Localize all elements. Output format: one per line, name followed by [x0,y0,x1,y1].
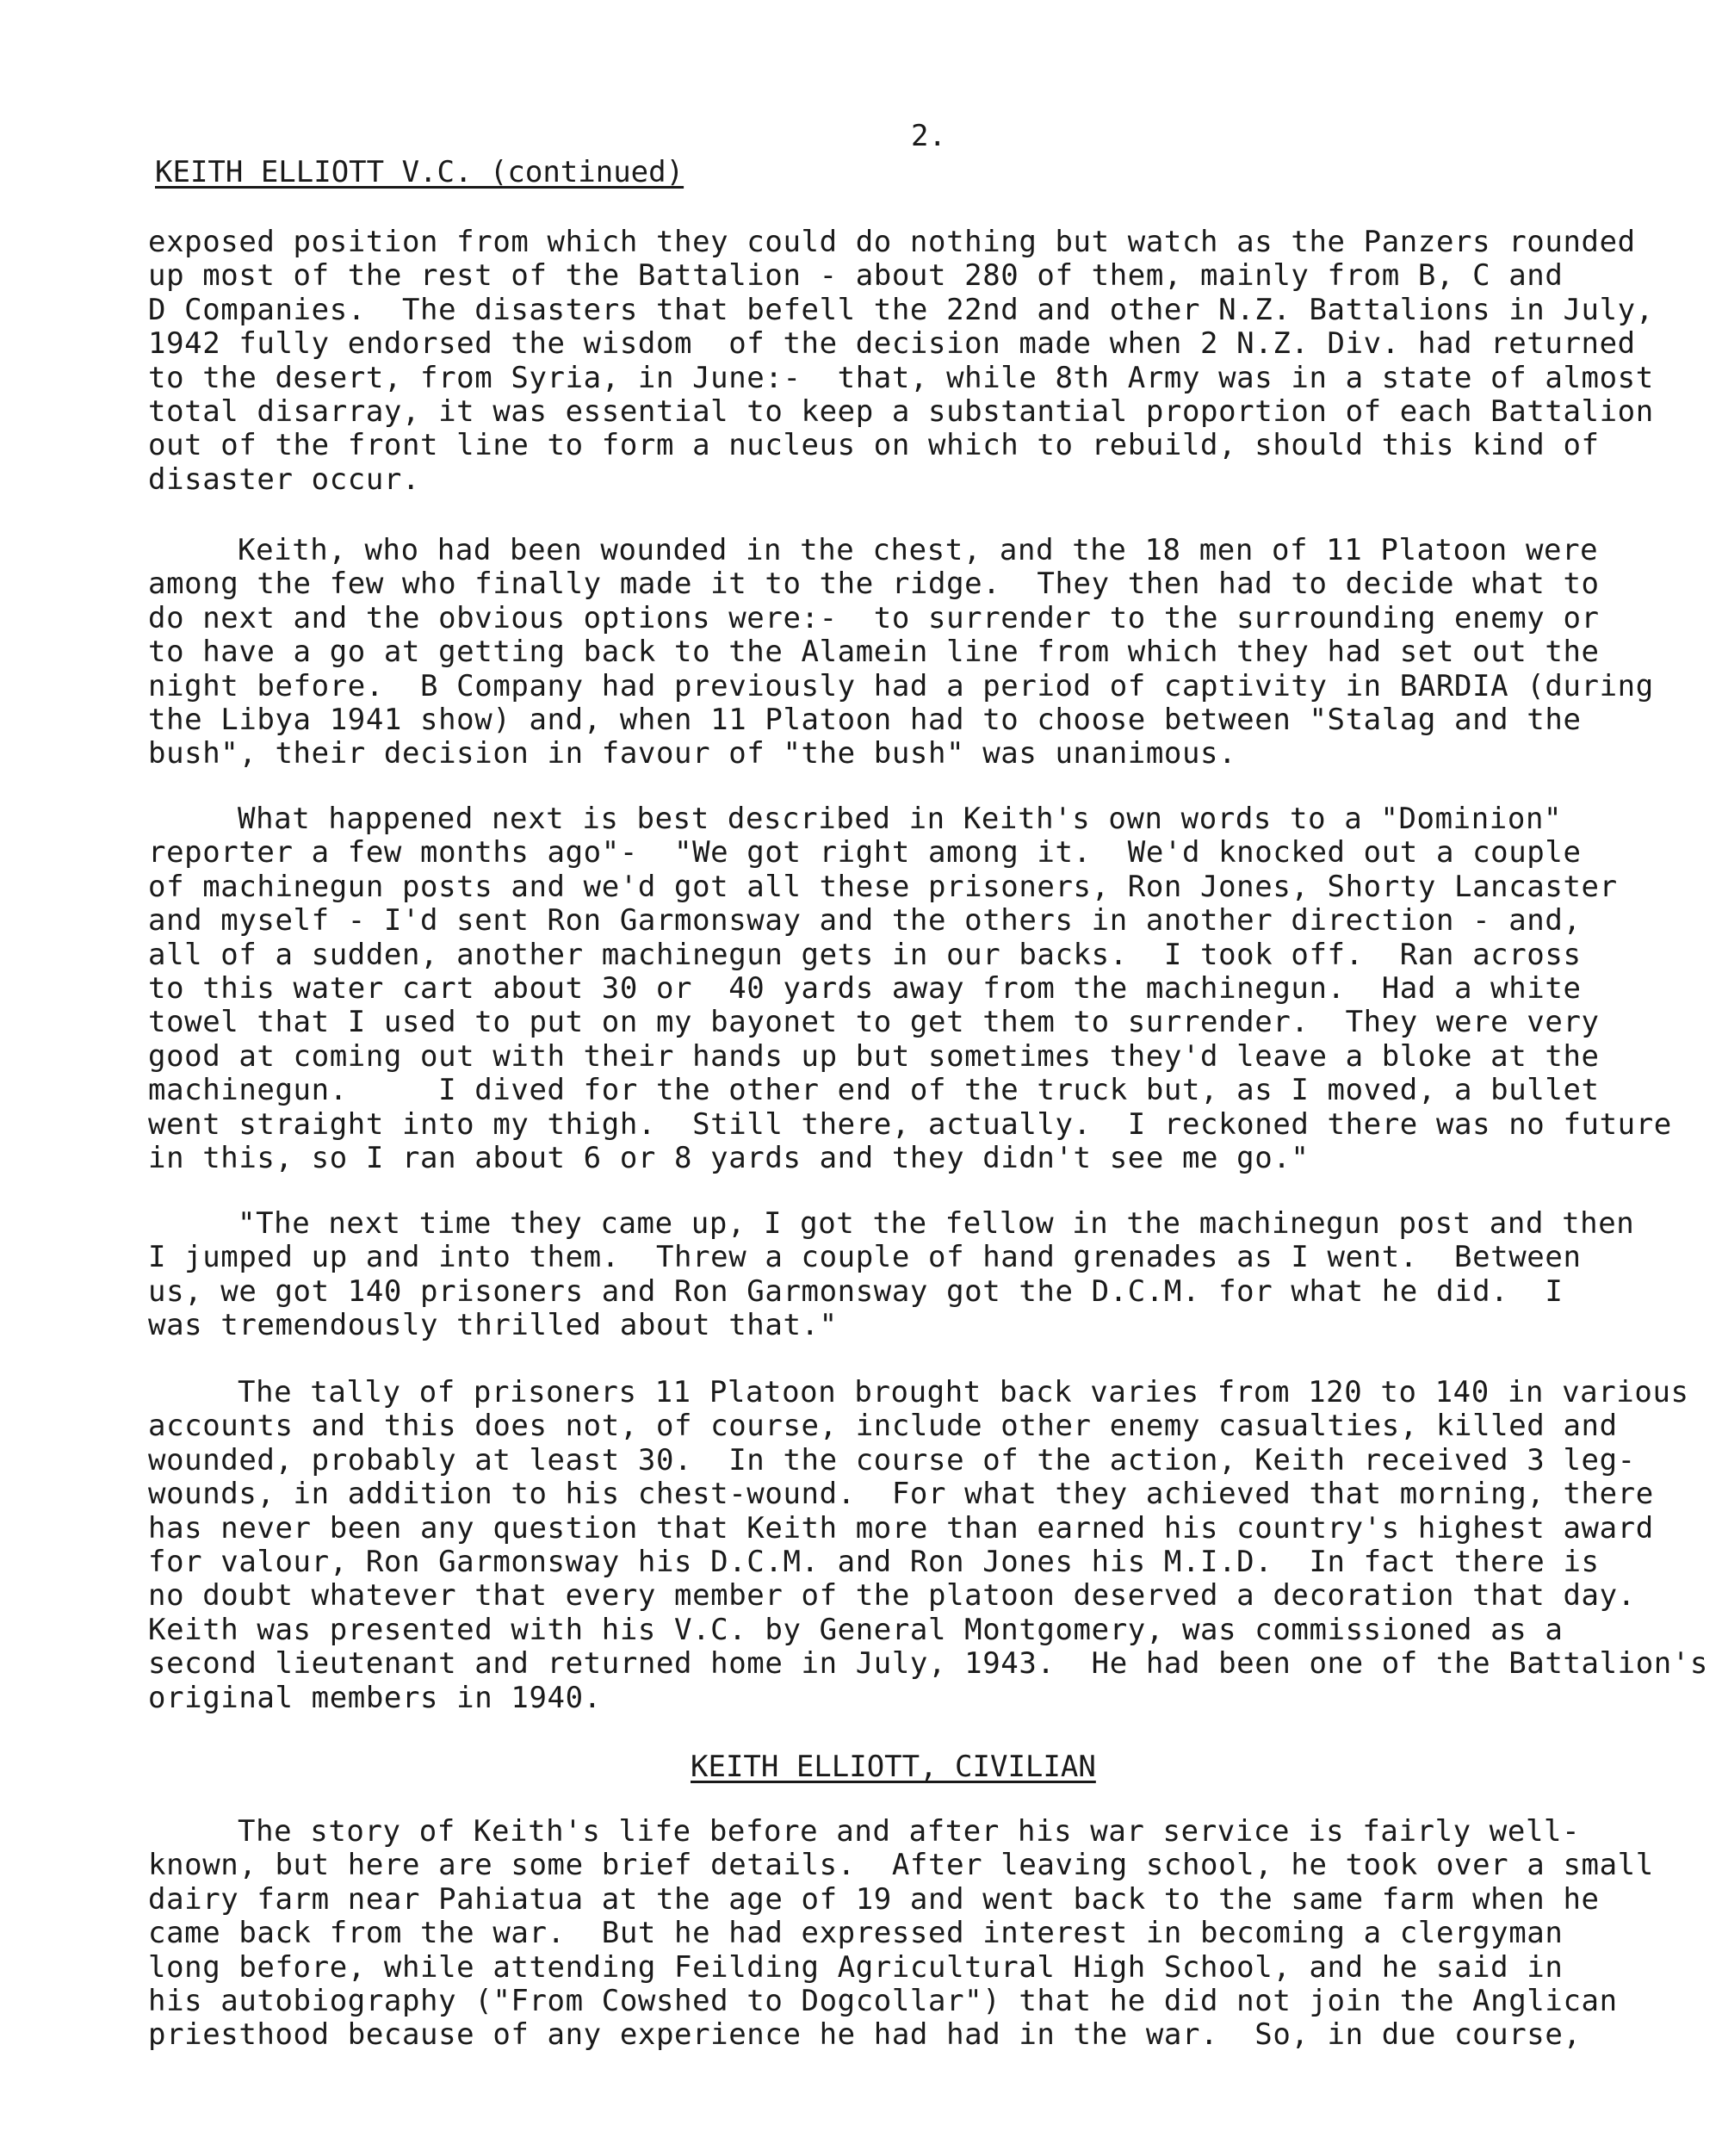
text-line: was tremendously thrilled about that." [148,1308,838,1343]
text-line: wounds, in addition to his chest-wound. For what they achieved that morning, there [148,1477,1654,1512]
text-line: The story of Keith's life before and after his war service is fairly well- [238,1814,1581,1849]
text-line: went straight into my thigh. Still there, actually. I reckoned there was no future [148,1106,1672,1142]
text-line: up most of the rest of the Battalion - about 280 of them, mainly from B, C and [148,258,1564,294]
text-line: his autobiography ("From Cowshed to Dogcollar") that he did not join the Anglican [148,1984,1618,2019]
text-line: priesthood because of any experience he had had in the war. So, in due course, [148,2017,1582,2053]
paragraph-4 [148,1207,1663,1343]
page-number: 2. [911,119,946,153]
text-line: us, we got 140 prisoners and Ron Garmonsway got the D.C.M. for what he did. I [148,1273,1564,1309]
text-line: to have a go at getting back to the Alamein line from which they had set out the [148,635,1600,670]
text-line: "The next time they came up, I got the fellow in the machinegun post and then [238,1206,1635,1241]
text-line: towel that I used to put on my bayonet to get them to surrender. They were very [148,1005,1600,1040]
text-line: The tally of prisoners 11 Platoon brought back varies from 120 to 140 in various [238,1375,1689,1409]
text-line: bush", their decision in favour of "the bush" was unanimous. [148,736,1237,771]
text-line: known, but here are some brief details. After leaving school, he took over a small [148,1848,1654,1883]
text-line: the Libya 1941 show) and, when 11 Platoon had to choose between "Stalag and the [148,703,1582,738]
text-line: long before, while attending Feilding Agricultural High School, and he said in [148,1949,1564,1985]
section-heading: KEITH ELLIOTT, CIVILIAN [691,1750,1096,1784]
text-line: has never been any question that Keith more than earned his country's highest award [148,1510,1654,1546]
text-line: for valour, Ron Garmonsway his D.C.M. and Ron Jones his M.I.D. In fact there is [148,1545,1600,1580]
paragraph-1 [148,226,1663,497]
text-line: among the few who finally made it to the ridge. They then had to decide what to [148,567,1600,602]
text-line: exposed position from which they could do nothing but watch as the Panzers rounded [148,225,1636,259]
text-line: all of a sudden, another machinegun gets in our backs. I took off. Ran across [148,937,1582,972]
text-line: accounts and this does not, of course, include other enemy casualties, killed and [148,1409,1618,1444]
text-line: Keith, who had been wounded in the chest, and the 18 men of 11 Platoon were [238,533,1599,567]
text-line: total disarray, it was essential to keep a substantial proportion of each Battalion [148,394,1654,430]
text-line: dairy farm near Pahiatua at the age of 19 and went back to the same farm when he [148,1881,1600,1917]
text-line: of machinegun posts and we'd got all these prisoners, Ron Jones, Shorty Lancaster [148,869,1618,904]
text-line: to the desert, from Syria, in June:- that, while 8th Army was in a state of almost [148,360,1654,395]
text-line: to this water cart about 30 or 40 yards away from the machinegun. Had a white [148,971,1582,1007]
text-line: came back from the war. But he had expressed interest in becoming a clergyman [148,1916,1564,1951]
running-header: KEITH ELLIOTT V.C. (continued) [155,155,684,189]
text-line: night before. B Company had previously had a period of captivity in BARDIA (during [148,668,1654,703]
paragraph-2 [148,534,1663,771]
paragraph-6 [148,1815,1663,2053]
text-line: D Companies. The disasters that befell the 22nd and other N.Z. Battalions in July, [148,292,1654,327]
text-line: out of the front line to form a nucleus on which to rebuild, should this kind of [148,428,1600,463]
text-line: 1942 fully endorsed the wisdom of the decision made when 2 N.Z. Div. had returned [148,326,1636,362]
text-line: in this, so I ran about 6 or 8 yards and they didn't see me go." [148,1141,1310,1176]
paragraph-5 [148,1375,1708,1715]
text-line: no doubt whatever that every member of the platoon deserved a decoration that day. [148,1578,1636,1614]
text-line: and myself - I'd sent Ron Garmonsway and the others in another direction - and, [148,903,1582,939]
text-line: Keith was presented with his V.C. by General Montgomery, was commissioned as a [148,1612,1564,1647]
text-line: I jumped up and into them. Threw a couple of hand grenades as I went. Between [148,1240,1582,1275]
text-line: wounded, probably at least 30. In the course of the action, Keith received 3 leg- [148,1442,1636,1478]
text-line: good at coming out with their hands up but sometimes they'd leave a bloke at the [148,1038,1600,1074]
text-line: machinegun. I dived for the other end of the truck but, as I moved, a bullet [148,1073,1600,1108]
text-line: original members in 1940. [148,1680,602,1715]
paragraph-3 [148,802,1672,1176]
text-line: second lieutenant and returned home in July, 1943. He had been one of the Battalion's [148,1646,1708,1682]
text-line: What happened next is best described in Keith's own words to a "Dominion" [238,802,1563,836]
text-line: do next and the obvious options were:- to surrender to the surrounding enemy or [148,600,1600,635]
text-line: reporter a few months ago"- "We got right among it. We'd knocked out a couple [148,835,1582,870]
text-line: disaster occur. [148,462,421,497]
